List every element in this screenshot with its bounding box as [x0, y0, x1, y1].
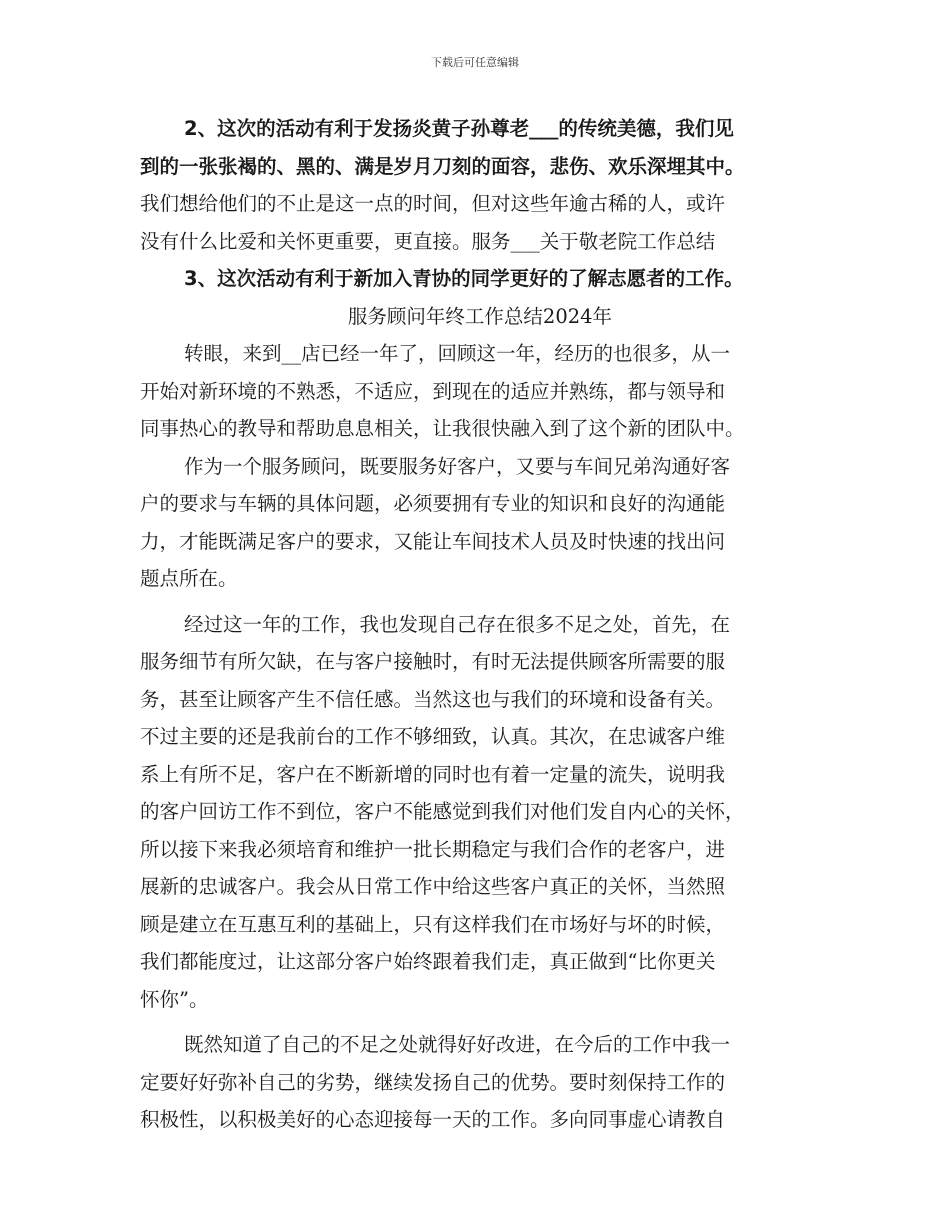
- paragraph-line: 的客户回访工作不到位，客户不能感觉到我们对他们发自内心的关怀，: [140, 800, 745, 823]
- paragraph-line: 顾是建立在互惠互利的基础上，只有这样我们在市场好与坏的时候，: [140, 912, 726, 936]
- paragraph-line: 力，才能既满足客户的要求，又能让车间技术人员及时快速的找出问: [140, 529, 726, 553]
- paragraph-line: 务，甚至让顾客产生不信任感。当然这也与我们的环境和设备有关。: [140, 687, 726, 711]
- paragraph-line: 展新的忠诚客户。我会从日常工作中给这些客户真正的关怀，当然照: [140, 875, 726, 898]
- paragraph-line: 到的一张张褐的、黑的、满是岁月刀刻的面容，悲伤、欢乐深埋其中。: [140, 154, 745, 178]
- paragraph-line: 我们都能度过，让这部分客户始终跟着我们走，真正做到“比你更关: [140, 950, 716, 973]
- paragraph-line: 开始对新环境的不熟悉，不适应，到现在的适应并熟练，都与领导和: [140, 379, 726, 403]
- paragraph-line: 没有什么比爱和关怀更重要，更直接。服务___关于敬老院工作总结: [140, 229, 716, 253]
- paragraph-line: 经过这一年的工作，我也发现自己存在很多不足之处，首先，在: [184, 612, 731, 636]
- paragraph-line: 3、这次活动有利于新加入青协的同学更好的了解志愿者的工作。: [184, 267, 744, 290]
- section-title: 服务顾问年终工作总结2024年: [347, 304, 613, 328]
- paragraph-line: 怀你”。: [140, 987, 209, 1011]
- paragraph-line: 定要好好弥补自己的劣势，继续发扬自己的优势。要时刻保持工作的: [140, 1070, 726, 1094]
- paragraph-line: 户的要求与车辆的具体问题，必须要拥有专业的知识和良好的沟通能: [140, 492, 726, 515]
- paragraph-line: 不过主要的还是我前台的工作不够细致，认真。其次，在忠诚客户维: [140, 725, 726, 748]
- paragraph-line: 作为一个服务顾问，既要服务好客户，又要与车间兄弟沟通好客: [184, 454, 731, 478]
- paragraph-line: 同事热心的教导和帮助息息相关，让我很快融入到了这个新的团队中。: [140, 417, 745, 440]
- paragraph-line: 系上有所不足，客户在不断新增的同时也有着一定量的流失，说明我: [140, 762, 726, 786]
- paragraph-line: 既然知道了自己的不足之处就得好好改进，在今后的工作中我一: [184, 1033, 731, 1056]
- paragraph-line: 服务细节有所欠缺，在与客户接触时，有时无法提供顾客所需要的服: [140, 650, 726, 673]
- page-header: 下载后可任意编辑: [431, 56, 519, 69]
- document-body: [140, 110, 820, 1139]
- paragraph-line: 2、这次的活动有利于发扬炎黄子孙尊老___的传统美德，我们见: [184, 117, 734, 140]
- paragraph-line: 积极性，以积极美好的心态迎接每一天的工作。多向同事虚心请教自: [140, 1108, 726, 1131]
- paragraph-line: 转眼，来到__店已经一年了，回顾这一年，经历的也很多，从一: [184, 342, 731, 365]
- paragraph-line: 所以接下来我必须培育和维护一批长期稳定与我们合作的老客户，进: [140, 837, 726, 861]
- paragraph-line: 题点所在。: [140, 567, 238, 590]
- paragraph-line: 我们想给他们的不止是这一点的时间，但对这些年逾古稀的人，或许: [140, 192, 726, 215]
